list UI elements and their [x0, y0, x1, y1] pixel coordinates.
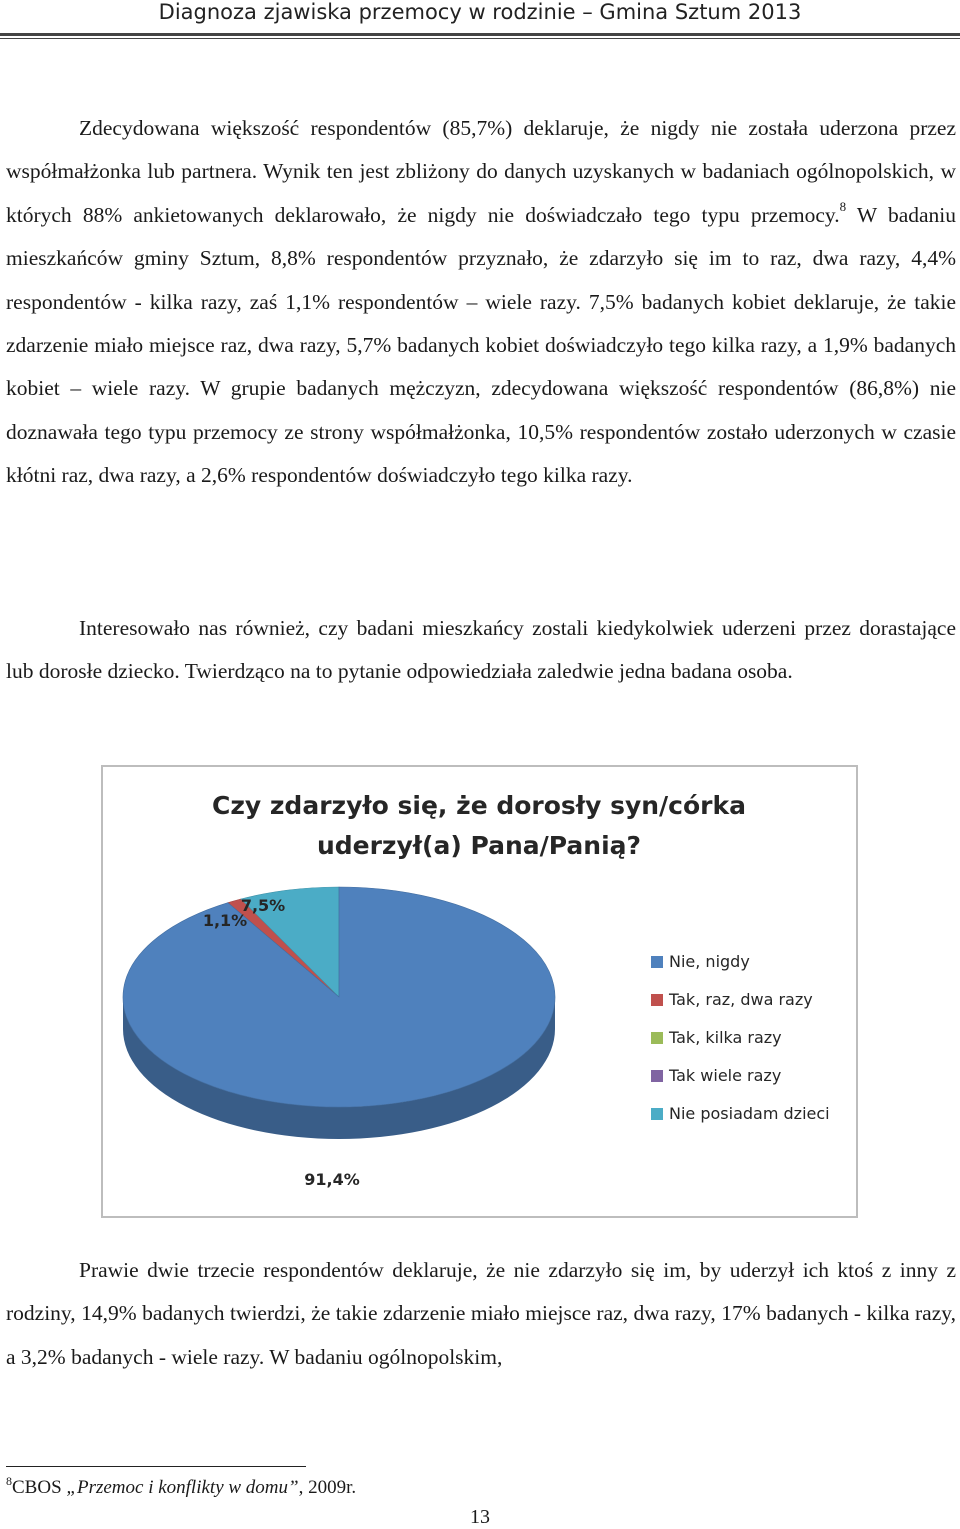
legend-label-tak-raz-dwa-razy: Tak, raz, dwa razy — [669, 990, 813, 1009]
pie-chart — [103, 767, 856, 1216]
paragraph-1 — [6, 107, 956, 498]
legend-label-tak-kilka-razy: Tak, kilka razy — [669, 1028, 782, 1047]
footnote-number: 8 — [6, 1474, 12, 1488]
footnote-prefix: CBOS — [12, 1477, 67, 1498]
pie-slice-nie-nigdy — [123, 887, 555, 1107]
paragraph-3: Prawie dwie trzecie respondentów deklaruje, że nie zdarzyło się im, by uderzył ich ktoś z inny z rodziny, 14,9% badanych twierdzi, że takie zdarzenie miało miejsce raz, dwa razy, 17% badanych - kilka razy, a 3,2% badanych - wiele razy. W badaniu ogólnopolskim, — [6, 1258, 956, 1369]
footnote-title: „Przemoc i konflikty w domu” — [66, 1477, 299, 1498]
footnote — [6, 1476, 356, 1500]
footnote-reference[interactable]: 8 — [839, 198, 847, 214]
pie-chart-frame — [101, 765, 858, 1218]
header-title: Diagnoza zjawiska przemocy w rodzinie – Gmina Sztum 2013 — [158, 0, 802, 24]
page-number: 13 — [470, 1506, 490, 1528]
header-rule — [0, 33, 960, 39]
legend-swatch-tak-kilka-razy — [651, 1032, 663, 1044]
data-label-tak-raz-dwa-razy: 1,1% — [202, 911, 248, 930]
data-label-nie-nigdy: 91,4% — [304, 1170, 360, 1189]
legend-swatch-tak-wiele-razy — [651, 1070, 663, 1082]
legend-swatch-nie-posiadam-dzieci — [651, 1108, 663, 1120]
paragraph-2: Interesowało nas również, czy badani mieszkańcy zostali kiedykolwiek uderzeni przez dorastające lub dorosłe dziecko. Twierdząco na to pytanie odpowiedziała zaledwie jedna badana osoba. — [6, 616, 956, 684]
pie-slices — [123, 887, 555, 1139]
data-label-nie-posiadam-dzieci: 7,5% — [240, 896, 286, 915]
legend-swatch-nie-nigdy — [651, 956, 663, 968]
legend-swatch-tak-raz-dwa-razy — [651, 994, 663, 1006]
footnote-suffix: , 2009r. — [298, 1477, 357, 1498]
paragraph-1-text-a: Zdecydowana większość respondentów (85,7%) deklaruje, że nigdy nie została uderzona przez współmałżonka lub partnera. Wynik ten jest zbliżony do danych uzyskanych w badaniach ogólnopolskich, w których 88% ankietowanych deklarowało, że nigdy nie doświadczało tego typu przemocy. — [6, 116, 956, 227]
paragraph-1-text-b: W badaniu mieszkańców gminy Sztum, 8,8% respondentów przyznało, że zdarzyło się im to raz, dwa razy, 4,4% respondentów - kilka razy, zaś 1,1% respondentów – wiele razy. 7,5% badanych kobiet deklaruje, że takie zdarzenie miało miejsce raz, dwa razy, 5,7% badanych kobiet doświadczyło tego kilka razy, a 1,9% badanych kobiet – wiele razy. W grupie badanych mężczyzn, zdecydowana większość respondentów (86,8%) nie doznawała tego typu przemocy ze strony współmałżonka, 10,5% respondentów zostało uderzonych w czasie kłótni raz, dwa razy, a 2,6% respondentów doświadczyło tego kilka razy. — [6, 202, 957, 488]
legend-label-tak-wiele-razy: Tak wiele razy — [669, 1066, 782, 1085]
chart-title-line-2: uderzył(a) Pana/Panią? — [316, 831, 642, 860]
legend-label-nie-nigdy: Nie, nigdy — [669, 952, 750, 971]
chart-title-line-1: Czy zdarzyło się, że dorosły syn/córka — [211, 791, 747, 820]
footnote-separator — [6, 1466, 306, 1467]
chart-legend — [651, 952, 830, 1123]
legend-label-nie-posiadam-dzieci: Nie posiadam dzieci — [669, 1104, 830, 1123]
